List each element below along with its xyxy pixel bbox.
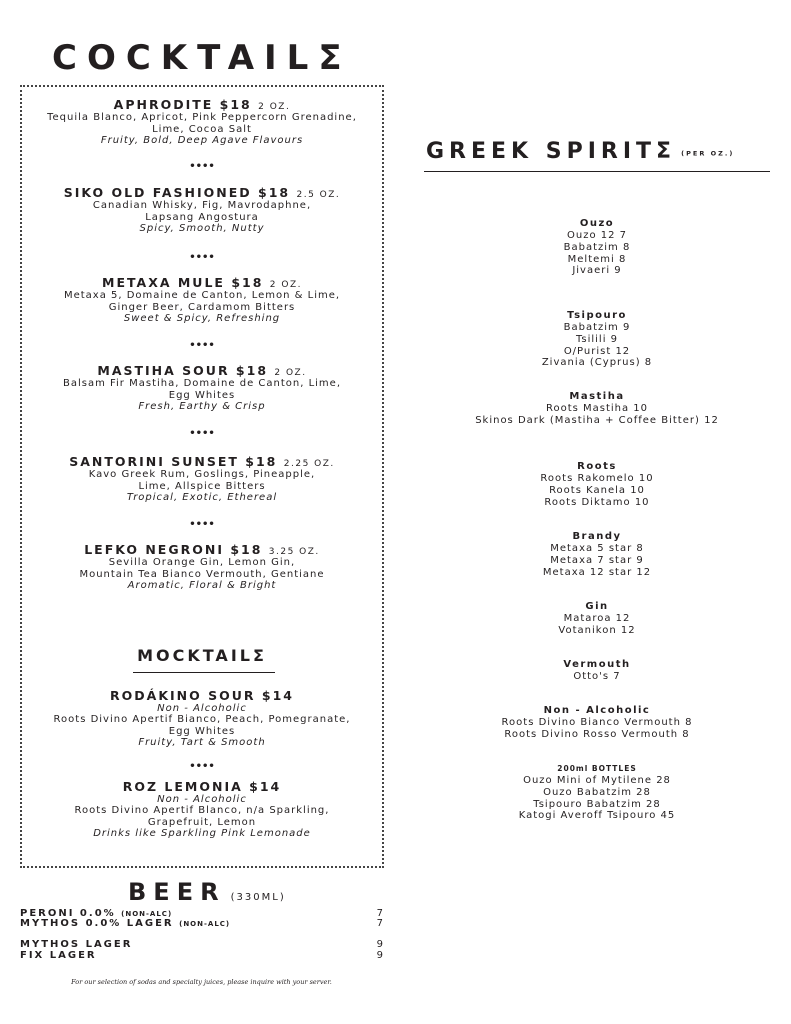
spirit-category-name: Non - Alcoholic [543,705,651,716]
cocktail-notes: Tropical, Exotic, Ethereal [126,492,278,503]
spirit-item: Tsipouro Babatzim 28 [533,798,661,810]
beer-price: 7 [376,908,383,919]
spirit-item: Metaxa 5 star 8 [550,543,644,554]
spirit-item: Zivania (Cyprus) 8 [541,357,653,369]
separator-dots: •••• [189,252,215,263]
spirit-category-tsipouro [424,310,770,369]
beer-name: FIX LAGER [20,950,97,961]
cocktail-metaxa-mule [22,275,382,325]
beer-size: (330ML) [230,892,286,903]
cocktail-notes: Sweet & Spicy, Refreshing [123,313,281,324]
cocktail-name: LEFKO NEGRONI $18 [84,542,263,557]
beer-row [20,919,383,929]
separator-dots: •••• [189,161,215,172]
spirit-category-name: Ouzo [579,218,615,229]
spirit-item: Meltemi 8 [567,253,627,265]
spirit-item: Mataroa 12 [563,613,631,624]
cocktail-notes: Fruity, Bold, Deep Agave Flavours [100,135,304,146]
cocktail-name: APHRODITE $18 [113,97,252,112]
beer-footnote: For our selection of sodas and specialty juices, please inquire with your server. [71,978,332,986]
cocktail-ingredients: Tequila Blanco, Apricot, Pink Peppercorn Grenadine, [47,112,357,123]
cocktail-siko-old-fashioned [22,185,382,235]
cocktail-oz: 2 OZ. [274,368,307,378]
mocktail-subtitle: Non - Alcoholic [157,703,247,714]
spirit-category-ouzo [424,218,770,277]
mocktail-notes: Drinks like Sparkling Pink Lemonade [93,828,311,839]
mocktail-rodakino-sour [22,688,382,749]
spirit-item: Ouzo Babatzim 28 [543,786,651,798]
spirits-title: GREEK SPIRITΣ [426,139,677,164]
spirit-item: Jivaeri 9 [572,265,622,277]
spirit-category-name: 200ml BOTTLES [557,764,637,773]
mocktail-roz-lemonia [22,779,382,840]
beer-tag: (NON-ALC) [179,920,231,928]
spirit-item: Votanikon 12 [558,624,636,636]
separator-dots: •••• [189,761,215,772]
cocktail-ingredients: Lime, Allspice Bitters [138,480,266,492]
spirit-item: Babatzim 8 [563,241,631,253]
cocktail-name: MASTIHA SOUR $18 [97,363,269,378]
beer-row [20,940,383,950]
separator-dots: •••• [189,340,215,351]
spirit-category-name: Roots [577,461,617,472]
cocktail-name: METAXA MULE $18 [102,275,264,290]
spirit-category-name: Brandy [572,531,622,542]
spirit-item: Katogi Averoff Tsipouro 45 [518,810,676,822]
spirit-category-roots [424,461,770,508]
cocktail-ingredients: Egg Whites [168,389,236,401]
spirit-item: Roots Divino Rosso Vermouth 8 [504,728,690,740]
spirit-category-brandy [424,531,770,578]
spirit-category-name: Vermouth [563,659,631,670]
separator-dots: •••• [189,519,215,530]
cocktail-notes: Spicy, Smooth, Nutty [139,223,265,234]
spirit-item: Roots Rakomelo 10 [540,473,654,484]
mocktail-ingredients: Roots Divino Apertif Bianco, Peach, Pomegranate, [53,714,351,725]
spirit-category-mastiha [424,391,770,427]
mocktail-ingredients: Grapefruit, Lemon [147,816,257,828]
cocktail-ingredients: Sevilla Orange Gin, Lemon Gin, [108,557,296,568]
cocktail-oz: 2 OZ. [269,280,302,290]
spirit-item: Roots Divino Bianco Vermouth 8 [501,717,693,728]
beer-price: 7 [376,918,383,929]
cocktail-ingredients: Lime, Cocoa Salt [152,123,252,135]
mocktails-underline [133,672,275,673]
spirit-item: Metaxa 12 star 12 [542,566,652,578]
mocktail-name: ROZ LEMONIA $14 [122,779,282,794]
spirit-item: Skinos Dark (Mastiha + Coffee Bitter) 12 [475,414,719,426]
spirit-item: Roots Mastiha 10 [545,403,649,414]
cocktail-ingredients: Canadian Whisky, Fig, Mavrodaphne, [92,200,312,211]
cocktail-lefko-negroni [22,542,382,592]
cocktails-title: COCKTAILΣ [52,38,352,78]
cocktail-ingredients: Metaxa 5, Domaine de Canton, Lemon & Lime, [63,290,341,301]
spirit-item: Tsilili 9 [575,333,619,345]
spirit-category-non-alcoholic [424,705,770,741]
cocktail-oz: 2.5 OZ. [296,190,341,200]
spirit-item: O/Purist 12 [563,345,631,357]
cocktail-mastiha-sour [22,363,382,413]
cocktail-notes: Fresh, Earthy & Crisp [138,401,266,412]
spirit-category-name: Gin [585,601,609,612]
spirits-subtitle: (PER OZ.) [681,149,735,158]
spirit-item: Roots Kanela 10 [549,484,645,496]
spirit-category-name: Tsipouro [567,310,627,321]
cocktail-ingredients: Mountain Tea Bianco Vermouth, Gentiane [79,568,325,580]
mocktail-name: RODÁKINO SOUR $14 [110,688,294,703]
cocktail-oz: 3.25 OZ. [268,547,320,557]
cocktail-ingredients: Balsam Fir Mastiha, Domaine de Canton, Lime, [62,378,342,389]
separator-dots: •••• [189,428,215,439]
cocktail-oz: 2 OZ. [258,102,291,112]
spirit-category-gin [424,601,770,637]
mocktails-title: MOCKTAILΣ [137,646,267,665]
cocktail-notes: Aromatic, Floral & Bright [127,580,277,591]
beer-name: MYTHOS LAGER [20,939,133,950]
spirit-category-bottles [424,763,770,822]
cocktail-name: SIKO OLD FASHIONED $18 [63,185,291,200]
beer-price: 9 [376,950,383,961]
spirit-item: Metaxa 7 star 9 [550,554,644,566]
spirit-item: Ouzo 12 7 [566,230,628,241]
beer-name: PERONI 0.0% [20,908,116,919]
cocktail-name: SANTORINI SUNSET $18 [69,454,278,469]
spirit-item: Ouzo Mini of Mytilene 28 [523,775,671,786]
cocktail-santorini-sunset [22,454,382,504]
mocktail-ingredients: Roots Divino Apertif Blanco, n/a Sparkling, [74,805,330,816]
cocktail-ingredients: Kavo Greek Rum, Goslings, Pineapple, [88,469,316,480]
spirit-item: Babatzim 9 [563,322,631,333]
cocktail-oz: 2.25 OZ. [283,459,335,469]
cocktail-ingredients: Lapsang Angostura [145,211,259,223]
beer-name: MYTHOS 0.0% LAGER [20,918,174,929]
beer-heading [128,878,286,906]
spirit-item: Roots Diktamo 10 [544,496,650,508]
spirit-category-vermouth [424,659,770,683]
mocktail-subtitle: Non - Alcoholic [157,794,247,805]
spirit-item: Otto's 7 [573,671,621,682]
cocktail-ingredients: Ginger Beer, Cardamom Bitters [108,301,296,313]
cocktail-aphrodite [22,97,382,147]
spirits-heading [426,139,734,164]
mocktail-notes: Fruity, Tart & Smooth [138,737,266,748]
beer-row [20,951,383,961]
beer-price: 9 [376,939,383,950]
mocktail-ingredients: Egg Whites [168,725,236,737]
beer-title: BEER [128,878,226,906]
spirits-underline [424,171,770,172]
beer-tag: (NON-ALC) [121,910,173,918]
spirit-category-name: Mastiha [569,391,625,402]
